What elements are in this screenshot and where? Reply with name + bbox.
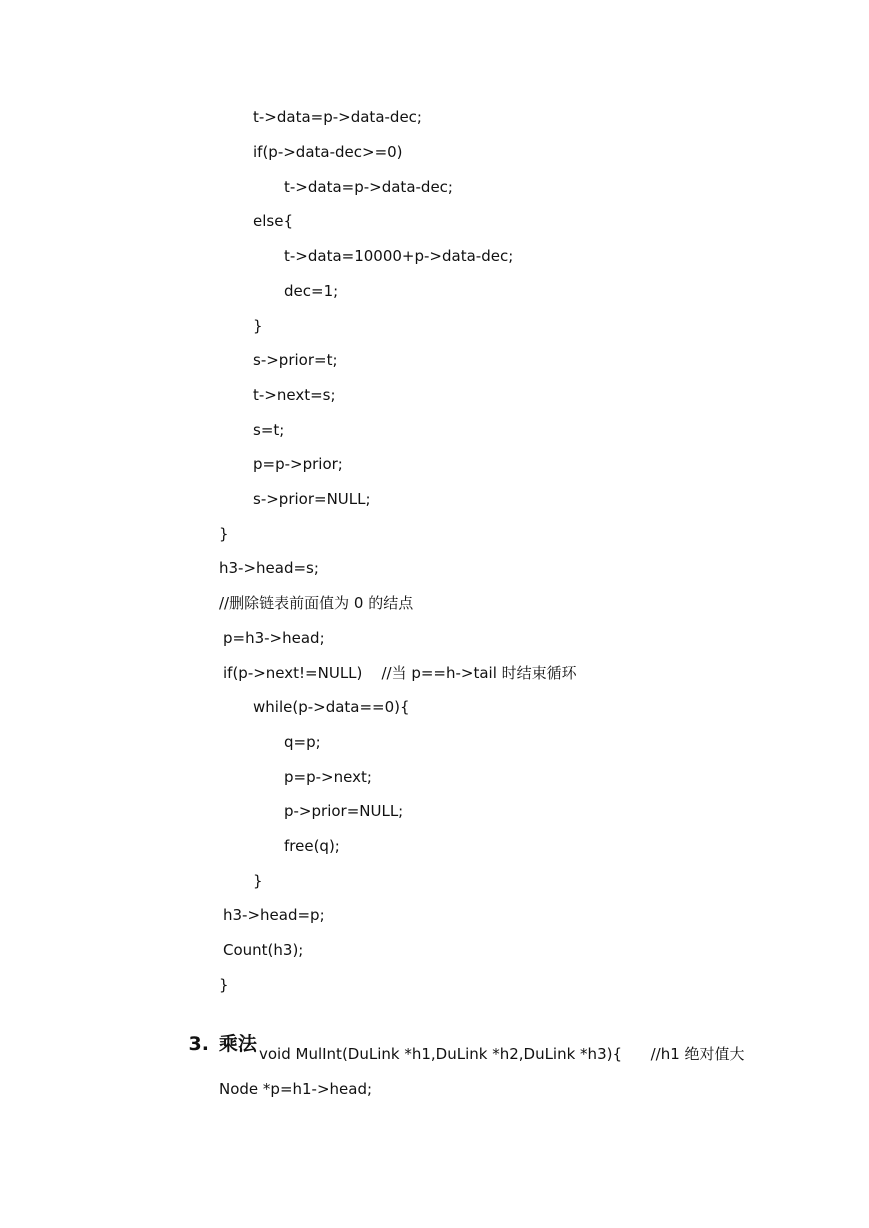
code-line: }	[219, 525, 229, 543]
code-line: else{	[253, 212, 293, 230]
code-line: p=h3->head;	[223, 629, 325, 647]
code-line: if(p->next!=NULL) //当 p==h->tail 时结束循环	[223, 664, 577, 682]
code-line: while(p->data==0){	[253, 698, 410, 716]
code-line: }	[253, 872, 263, 890]
code-line: s=t;	[253, 421, 285, 439]
code-line: p=p->prior;	[253, 455, 343, 473]
section-heading	[162, 1008, 257, 1080]
code-line: s->prior=NULL;	[253, 490, 371, 508]
code-line: t->next=s;	[253, 386, 336, 404]
code-line: }	[219, 976, 229, 994]
code-line: Count(h3);	[223, 941, 304, 959]
code-line: free(q);	[284, 837, 340, 855]
code-line: h3->head=p;	[223, 906, 325, 924]
code-line: q=p;	[284, 733, 321, 751]
code-line: Node *p=h1->head;	[219, 1080, 373, 1098]
code-line: h3->head=s;	[219, 559, 319, 577]
code-line: s->prior=t;	[253, 351, 338, 369]
code-line: if(p->data-dec>=0)	[253, 143, 403, 161]
code-line: t->data=p->data-dec;	[284, 178, 453, 196]
code-comment: //删除链表前面值为 0 的结点	[219, 594, 414, 612]
section-number: 3.	[188, 1033, 209, 1055]
section-title: 乘法	[218, 1033, 257, 1055]
code-line: p=p->next;	[284, 768, 372, 786]
code-line: t->data=p->data-dec;	[253, 108, 422, 126]
code-line: p->prior=NULL;	[284, 802, 404, 820]
code-line: }	[253, 317, 263, 335]
code-line: t->data=10000+p->data-dec;	[284, 247, 514, 265]
code-line: dec=1;	[284, 282, 339, 300]
code-line: void MulInt(DuLink *h1,DuLink *h2,DuLink *h3){ //h1 绝对值大	[259, 1045, 745, 1063]
